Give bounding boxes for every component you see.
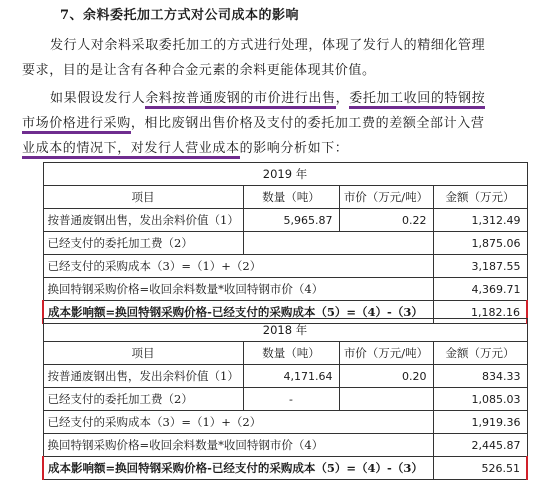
intro-paragraph bbox=[22, 33, 532, 83]
row-label: 按普通废钢出售，发出余料价值（1） bbox=[43, 209, 243, 232]
row-label: 已经支付的采购成本（3）=（1）+（2） bbox=[43, 411, 433, 434]
table-row bbox=[43, 255, 527, 278]
year-label: 2018 年 bbox=[43, 319, 527, 342]
analysis-text: ， bbox=[335, 91, 350, 106]
table-2018 bbox=[42, 318, 528, 480]
table-year-row bbox=[43, 163, 527, 186]
column-header: 项目 bbox=[43, 342, 243, 365]
amount-cell: 1,182.16 bbox=[433, 301, 527, 324]
quantity-cell: 5,965.87 bbox=[243, 209, 339, 232]
amount-cell: 1,312.49 bbox=[433, 209, 527, 232]
column-header: 项目 bbox=[43, 186, 243, 209]
quantity-cell: 4,171.64 bbox=[243, 365, 339, 388]
amount-cell: 834.33 bbox=[433, 365, 527, 388]
row-label: 换回特钢采购价格=收回余料数量*收回特钢市价（4） bbox=[43, 278, 433, 301]
price-cell bbox=[339, 388, 433, 411]
underlined-text: 余料按普通废钢的市价进行出售 bbox=[145, 91, 335, 109]
column-header: 数量（吨） bbox=[243, 186, 339, 209]
row-label: 已经支付的采购成本（3）=（1）+（2） bbox=[43, 255, 433, 278]
column-header: 数量（吨） bbox=[243, 342, 339, 365]
amount-cell: 526.51 bbox=[433, 457, 527, 480]
table-row bbox=[43, 209, 527, 232]
row-label: 已经支付的委托加工费（2） bbox=[43, 232, 243, 255]
column-header: 金额（万元） bbox=[433, 186, 527, 209]
row-label: 成本影响额=换回特钢采购价格-已经支付的采购成本（5）=（4）-（3） bbox=[43, 301, 433, 324]
analysis-line-2 bbox=[22, 111, 532, 136]
table-header-row bbox=[43, 342, 527, 365]
row-label: 换回特钢采购价格=收回余料数量*收回特钢市价（4） bbox=[43, 434, 433, 457]
table-row bbox=[43, 388, 527, 411]
table-header-row bbox=[43, 186, 527, 209]
row-label: 成本影响额=换回特钢采购价格-已经支付的采购成本（5）=（4）-（3） bbox=[43, 457, 433, 480]
price-cell: 0.20 bbox=[339, 365, 433, 388]
amount-cell: 1,919.36 bbox=[433, 411, 527, 434]
intro-line-2: 要求，目的是让含有各种合金元素的余料更能体现其价值。 bbox=[22, 63, 376, 78]
quantity-cell bbox=[243, 232, 433, 255]
amount-cell: 2,445.87 bbox=[433, 434, 527, 457]
column-header: 市价（万元/吨） bbox=[339, 342, 433, 365]
intro-line-1: 发行人对余料采取委托加工的方式进行处理，体现了发行人的精细化管理 bbox=[50, 38, 486, 53]
table-row bbox=[43, 278, 527, 301]
underlined-text: 委托加工收回的特钢按 bbox=[349, 91, 485, 109]
analysis-text: 如果假设发行人 bbox=[50, 91, 146, 106]
table-2019 bbox=[42, 162, 528, 324]
price-cell: 0.22 bbox=[339, 209, 433, 232]
table-year-row bbox=[43, 319, 527, 342]
table-row bbox=[43, 411, 527, 434]
amount-cell: 1,875.06 bbox=[433, 232, 527, 255]
table-row bbox=[43, 434, 527, 457]
row-label: 按普通废钢出售，发出余料价值（1） bbox=[43, 365, 243, 388]
analysis-paragraph bbox=[22, 86, 532, 161]
quantity-cell: - bbox=[243, 388, 339, 411]
underlined-text: 发行人营业成本 bbox=[144, 141, 239, 159]
table-row-highlighted bbox=[43, 457, 527, 480]
underlined-text: 业成本的情况下，对 bbox=[22, 141, 144, 159]
row-label: 已经支付的委托加工费（2） bbox=[43, 388, 243, 411]
year-label: 2019 年 bbox=[43, 163, 527, 186]
table-row bbox=[43, 232, 527, 255]
amount-cell: 1,085.03 bbox=[433, 388, 527, 411]
analysis-line-1 bbox=[22, 86, 532, 111]
table-row bbox=[43, 365, 527, 388]
column-header: 市价（万元/吨） bbox=[339, 186, 433, 209]
section-heading: 7、余料委托加工方式对公司成本的影响 bbox=[60, 8, 300, 23]
amount-cell: 4,369.71 bbox=[433, 278, 527, 301]
underlined-text: 市场价格进行采购 bbox=[22, 116, 131, 134]
analysis-text: 的影响分析如下： bbox=[239, 141, 349, 156]
amount-cell: 3,187.55 bbox=[433, 255, 527, 278]
column-header: 金额（万元） bbox=[433, 342, 527, 365]
analysis-line-3 bbox=[22, 136, 532, 161]
analysis-text: ，相比废钢出售价格及支付的委托加工费的差额全部计入营 bbox=[130, 116, 485, 131]
